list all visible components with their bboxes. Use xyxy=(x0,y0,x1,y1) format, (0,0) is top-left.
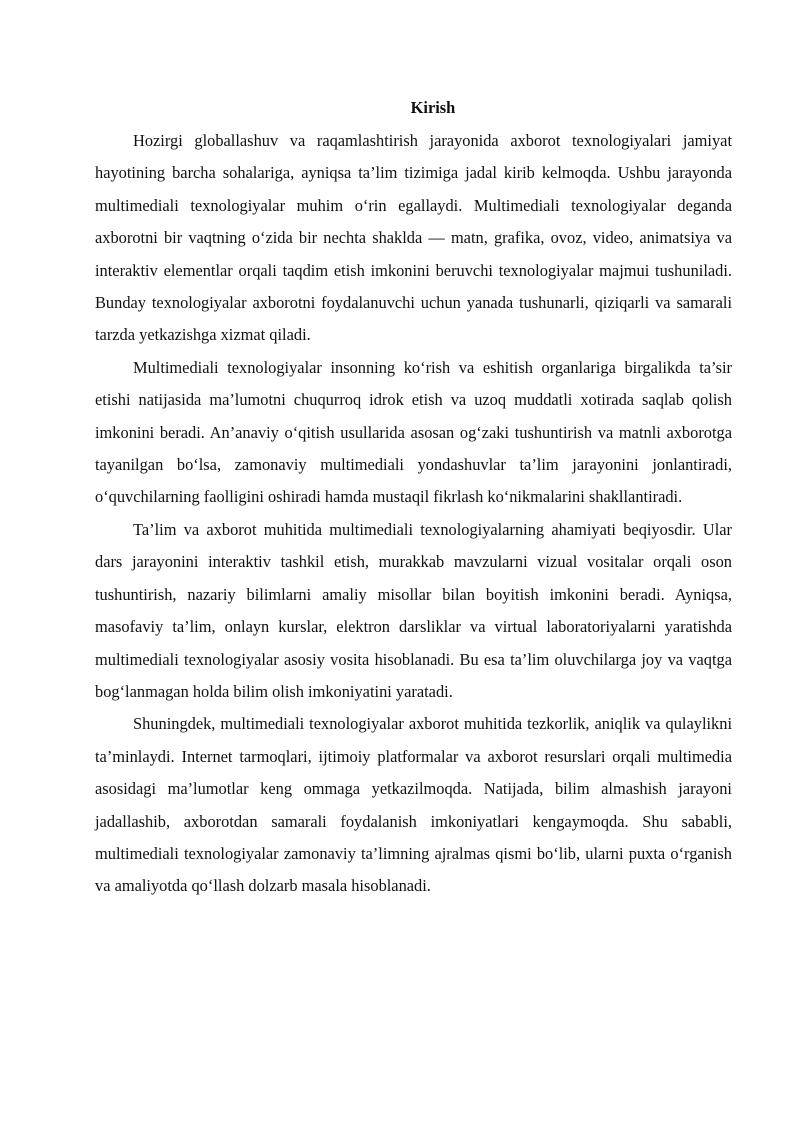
paragraph-4: Shuningdek, multimediali texnologiyalar axborot muhitida tezkorlik, aniqlik va qulaylikni ta’minlaydi. Internet tarmoqlari, ijtimoiy platformalar va axborot resurslari orqali multimedia asosidagi ma’lumotlar keng ommaga yetkazilmoqda. Natijada, bilim almashish jarayoni jadallashib, axborotdan samarali foydalanish imkoniyatlari kengaymoqda. Shu sababli, multimediali texnologiyalar zamonaviy ta’limning ajralmas qismi bo‘lib, ularni puxta o‘rganish va amaliyotda qo‘llash dolzarb masala hisoblanadi. xyxy=(95,714,732,896)
paragraph-3: Ta’lim va axborot muhitida multimediali texnologiyalarning ahamiyati beqiyosdir. Ular dars jarayonini interaktiv tashkil etish, murakkab mavzularni vizual vositalar orqali oson tushuntirish, nazariy bilimlarni amaliy misollar bilan boyitish imkonini beradi. Ayniqsa, masofaviy ta’lim, onlayn kurslar, elektron darsliklar va virtual laboratoriyalarni yaratishda multimediali texnologiyalar asosiy vosita hisoblanadi. Bu esa ta’lim oluvchilarga joy va vaqtga bog‘lanmagan holda bilim olish imkoniyatini yaratadi. xyxy=(95,519,732,701)
paragraph-2: Multimediali texnologiyalar insonning ko‘rish va eshitish organlariga birgalikda ta’sir etishi natijasida ma’lumotni chuqurroq idrok etish va uzoq muddatli xotirada saqlab qolish imkonini beradi. An’anaviy o‘qitish usullarida asosan og‘zaki tushuntirish va matnli axborotga tayanilgan bo‘lsa, zamonaviy multimediali yondashuvlar ta’lim jarayonini jonlantiradi, o‘quvchilarning faolligini oshiradi hamda mustaqil fikrlash ko‘nikmalarini shakllantiradi. xyxy=(95,357,732,507)
paragraph-1: Hozirgi globallashuv va raqamlashtirish jarayonida axborot texnologiyalari jamiyat hayotining barcha sohalariga, ayniqsa ta’lim tizimiga jadal kirib kelmoqda. Ushbu jarayonda multimediali texnologiyalar muhim o‘rin egallaydi. Multimediali texnologiyalar deganda axborotni bir vaqtning o‘zida bir nechta shaklda — matn, grafika, ovoz, video, animatsiya va interaktiv elementlar orqali taqdim etish imkonini beruvchi texnologiyalar majmui tushuniladi. Bunday texnologiyalar axborotni foydalanuvchi uchun yanada tushunarli, qiziqarli va samarali tarzda yetkazishga xizmat qiladi. xyxy=(95,131,732,345)
section-title: Kirish xyxy=(410,98,456,117)
